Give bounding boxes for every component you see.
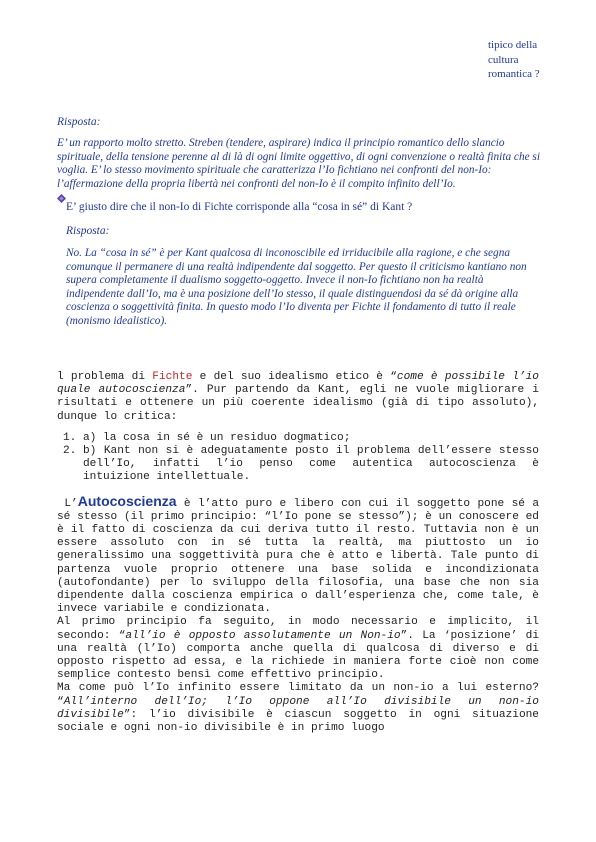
answer-label: Risposta:	[66, 225, 110, 237]
answer-text: No. La “cosa in sé” è per Kant qualcosa di inconoscibile ed irriducibile alla ragione, e che segna comunque il permanere di una realtà indipendente dal soggetto. Per questo il criticismo kantiano non supera completamente il dualismo soggetto-oggetto. Invece il non-Io fichtiano non ha realtà indipendente dall’Io, ma è una posizione dell’Io stesso, il quale distinguendosi da sé dà origine alla coscienza o soggettività finita. In questo modo l’Io diventa per Fichte il fondamento di tutto il reale (monismo idealistico).	[66, 247, 527, 327]
side-note-question-fragment: tipico della cultura romantica ?	[488, 39, 540, 80]
limit-paragraph: Ma come può l’Io infinito essere limitato da un non-io a lui esterno? “All’interno dell’Io; l’Io oppone all’Io divisibile un non-io divisibile”: l’io divisibile è ciascun soggetto in ogni situazione sociale e ogni non-io divisibile è in primo luogo	[57, 682, 539, 735]
list-item: 1. a) la cosa in sé è un residuo dogmatico;	[83, 432, 539, 445]
intro-paragraph: l problema di Fichte e del suo idealismo etico è “come è possibile l’io quale autocoscienza”. Pur partendo da Kant, egli ne vuole migliorare i risultati e ottenere un più coerente idealismo (già di tipo assoluto), dunque lo critica:	[57, 371, 539, 423]
list-item: 2. b) Kant non si è adeguatamente posto il problema dell’essere stesso dell’Io, infatti l’io penso come autentica autocoscienza è intuizione intellettuale.	[83, 445, 539, 485]
answer-text: E’ un rapporto molto stretto. Streben (tendere, aspirare) indica il principio romantico dello slancio spirituale, della tensione perenne al di là di ogni limite oggettivo, di ogni convenzione o realtà finita che si voglia. E’ lo stesso movimento spirituale che caratterizza l’Io fichtiano nei confronti del non-Io: l’affermazione della propria libertà nei confronti del non-Io è il compito infinito dell’Io.	[57, 137, 540, 190]
diamond-bullet-icon	[57, 194, 66, 203]
fichte-name: Fichte	[152, 371, 193, 383]
critique-list	[57, 432, 539, 485]
intro-quote: come è possibile l’io quale autocoscienza	[57, 371, 539, 397]
answer-label: Risposta:	[57, 116, 101, 128]
autocoscienza-term: Autocoscienza	[77, 492, 177, 509]
main-body	[57, 371, 539, 735]
second-principle-paragraph: Al primo principio fa seguito, in modo necessario e implicito, il secondo: “all’io è opposto assolutamente un Non-io”. La ‘posizione’ di una realtà (l’Io) comporta anche quella di qualcosa di diverso e di opposto rispetto ad essa, e la richiede in maniera forte cioè non come semplice contesto bensì come effettivo principio.	[57, 616, 540, 682]
autocoscienza-paragraph: L’Autocoscienza è l’atto puro e libero con cui il soggetto pone sé a sé stesso (il primo principio: “l’Io pone se stesso”); è un conoscere ed è il fatto di coscienza da cui deriva tutto il resto. Tuttavia non è un essere assoluto con in sé tutta la realtà, ma piuttosto un io generalissimo una soggettività pura che è atto e libertà. Tale punto di partenza vuole proprio ottenere una base solida e incondizionata (autofondante) per lo sviluppo della filosofia, una base che non sia dipendente dalla coscienza empirica o dall’esperienza che, come tale, è invece variabile e condizionata.	[57, 492, 539, 616]
question-text: E’ giusto dire che il non-Io di Fichte corrisponde alla “cosa in sé” di Kant ?	[66, 201, 413, 213]
